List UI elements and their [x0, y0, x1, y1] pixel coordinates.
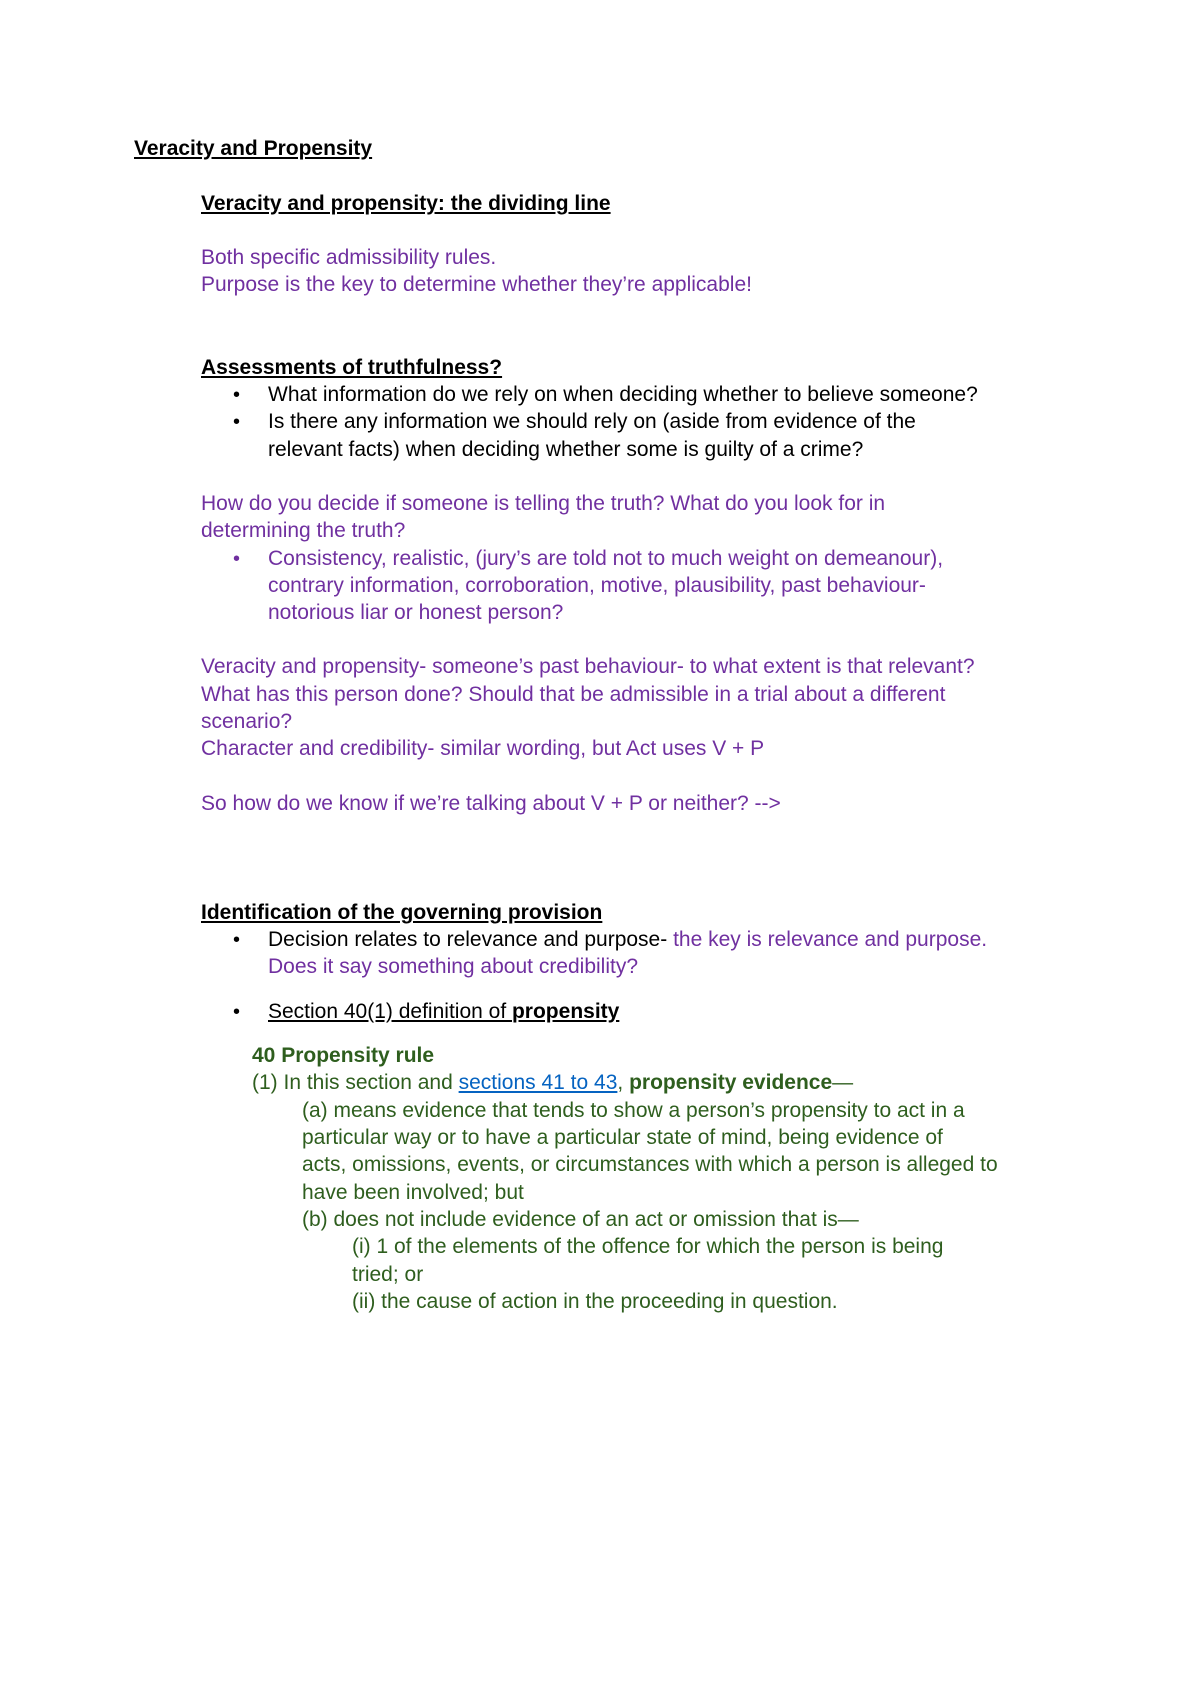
- statute-line: (ii) the cause of action in the proceeding in question.: [352, 1290, 838, 1313]
- bullet-text: Is there any information we should rely on (aside from evidence of the: [268, 410, 916, 433]
- bullet-text: contrary information, corroboration, motive, plausibility, past behaviour-: [268, 574, 926, 597]
- statute-line: acts, omissions, events, or circumstances with which a person is alleged to: [302, 1153, 998, 1176]
- statute-line: have been involved; but: [302, 1181, 524, 1204]
- statute-text: (1) In this section and: [252, 1071, 459, 1094]
- bullet-text: Consistency, realistic, (jury’s are told not to much weight on demeanour),: [268, 547, 944, 570]
- bullet-text: notorious liar or honest person?: [268, 601, 564, 624]
- bullet-icon: •: [233, 411, 241, 433]
- paragraph: Character and credibility- similar wording, but Act uses V + P: [201, 737, 765, 760]
- bullet-text: What information do we rely on when deciding whether to believe someone?: [268, 383, 978, 406]
- statute-defined-term: propensity evidence: [629, 1071, 833, 1094]
- statute-line: particular way or to have a particular state of mind, being evidence of: [302, 1126, 943, 1149]
- bullet-text-bold: propensity: [511, 1000, 620, 1023]
- paragraph: What has this person done? Should that be admissible in a trial about a different: [201, 683, 946, 706]
- bullet-text: Does it say something about credibility?: [268, 955, 639, 978]
- bullet-text: [268, 925, 987, 955]
- paragraph: Purpose is the key to determine whether they’re applicable!: [201, 273, 752, 296]
- statute-title: 40 Propensity rule: [252, 1044, 435, 1067]
- bullet-icon: •: [233, 929, 241, 951]
- paragraph: scenario?: [201, 710, 293, 733]
- bullet-text: relevant facts) when deciding whether some is guilty of a crime?: [268, 438, 864, 461]
- bullet-text-black: Decision relates to relevance and purpose-: [268, 928, 668, 951]
- statute-line: [252, 1068, 853, 1098]
- bullet-text: [268, 997, 619, 1027]
- bullet-icon: •: [233, 1001, 241, 1023]
- paragraph: Both specific admissibility rules.: [201, 246, 497, 269]
- sections-41-to-43-link[interactable]: sections 41 to 43: [458, 1071, 618, 1094]
- bullet-icon: •: [233, 384, 241, 406]
- section-heading-governing-provision: Identification of the governing provision: [201, 901, 603, 924]
- paragraph: determining the truth?: [201, 519, 406, 542]
- doc-title: Veracity and Propensity: [134, 137, 373, 160]
- statute-line: (i) 1 of the elements of the offence for which the person is being: [352, 1235, 944, 1258]
- statute-text: ,: [617, 1071, 630, 1094]
- bullet-icon: •: [233, 548, 241, 570]
- section-heading-truthfulness: Assessments of truthfulness?: [201, 356, 503, 379]
- statute-line: (b) does not include evidence of an act or omission that is—: [302, 1208, 859, 1231]
- paragraph: How do you decide if someone is telling the truth? What do you look for in: [201, 492, 886, 515]
- paragraph: Veracity and propensity- someone’s past behaviour- to what extent is that relevant?: [201, 655, 975, 678]
- statute-line: tried; or: [352, 1263, 424, 1286]
- section-heading-dividing-line: Veracity and propensity: the dividing line: [201, 192, 611, 215]
- bullet-text-plain: Section 40(1) definition of: [268, 1000, 512, 1023]
- statute-text: —: [832, 1071, 854, 1094]
- bullet-text-purple: the key is relevance and purpose.: [667, 928, 988, 951]
- paragraph: So how do we know if we’re talking about V + P or neither? -->: [201, 792, 781, 815]
- statute-line: (a) means evidence that tends to show a person’s propensity to act in a: [302, 1099, 965, 1122]
